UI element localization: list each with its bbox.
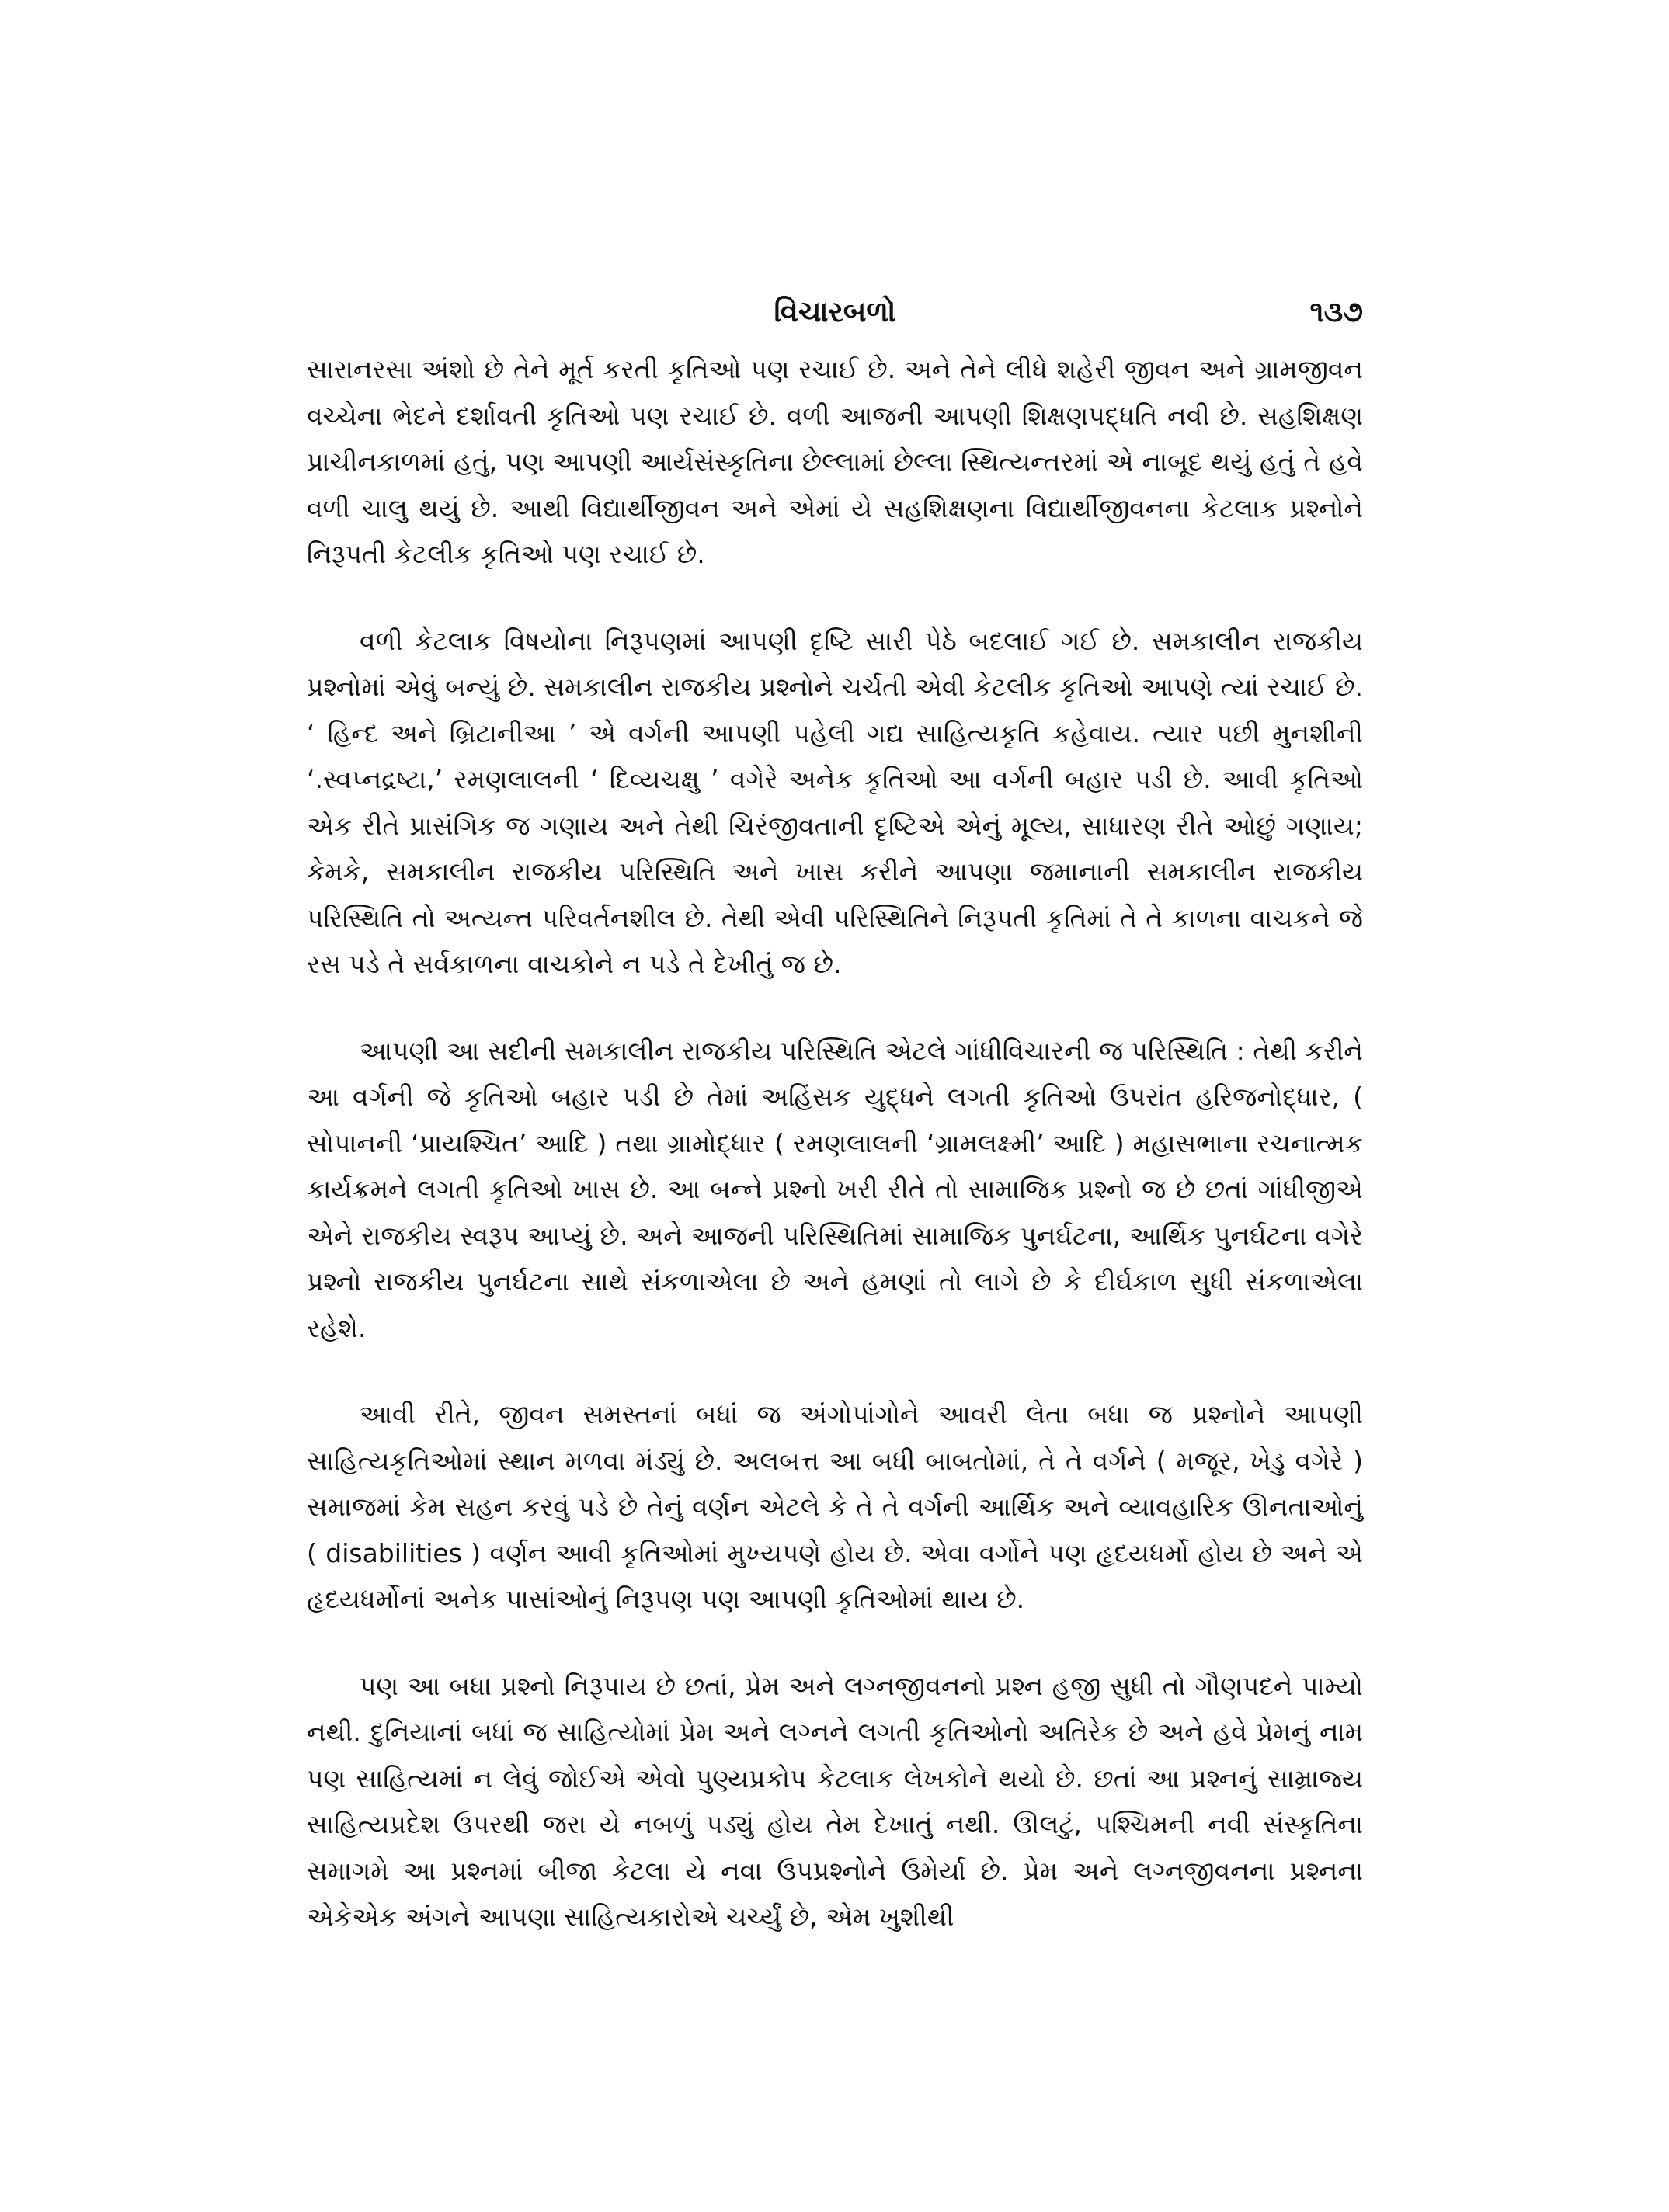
body-text xyxy=(307,346,1363,1940)
paragraph: પણ આ બધા પ્રશ્નો નિરૂપાય છે છતાં, પ્રેમ અને લગ્નજીવનનો પ્રશ્ન હજી સુધી તો ગૌણપદને પામ્યો નથી. દુનિયાનાં બધાં જ સાહિત્યોમાં પ્રેમ અને લગ્નને લગતી કૃતિઓનો અતિરેક છે અને હવે પ્રેમનું નામ પણ સાહિત્યમાં ન લેવું જોઈએ એવો પુણ્યપ્રકોપ કેટલાક લેખકોને થયો છે. છતાં આ પ્રશ્નનું સામ્રાજ્ય સાહિત્યપ્રદેશ ઉપરથી જરા યે નબળું પડ્યું હોય તેમ દેખાતું નથી. ઊલટું, પશ્ચિમની નવી સંસ્કૃતિના સમાગમે આ પ્રશ્નમાં બીજા કેટલા યે નવા ઉપપ્રશ્નોને ઉમેર્યા છે. પ્રેમ અને લગ્નજીવનના પ્રશ્નના એકેએક અંગને આપણા સાહિત્યકારોએ ચર્ચ્યું છે, એમ ખુશીથી xyxy=(307,1670,1363,1932)
running-header xyxy=(307,289,1363,335)
paragraph: વળી કેટલાક વિષયોના નિરૂપણમાં આપણી દૃષ્ટિ સારી પેઠે બદલાઈ ગઈ છે. સમકાલીન રાજકીય પ્રશ્નોમાં એવું બન્યું છે. સમકાલીન રાજકીય પ્રશ્નોને ચર્ચતી એવી કેટલીક કૃતિઓ આપણે ત્યાં રચાઈ છે. ‘ હિન્દ અને બ્રિટાનીઆ ’ એ વર્ગની આપણી પહેલી ગદ્ય સાહિત્યકૃતિ કહેવાય. ત્યાર પછી મુનશીની ‘.સ્વપ્નદ્રષ્ટા,’ રમણલાલની ‘ દિવ્યચક્ષુ ’ વગેરે અનેક કૃતિઓ આ વર્ગની બહાર પડી છે. આવી કૃતિઓ એક રીતે પ્રાસંગિક જ ગણાય અને તેથી ચિરંજીવતાની દૃષ્ટિએ એનું મૂલ્ય, સાધારણ રીતે ઓછું ગણાય; કેમકે, સમકાલીન રાજકીય પરિસ્થિતિ અને ખાસ કરીને આપણા જમાનાની સમકાલીન રાજકીય પરિસ્થિતિ તો અત્યન્ત પરિવર્તનશીલ છે. તેથી એવી પરિસ્થિતિને નિરૂપતી કૃતિમાં તે તે કાળના વાચકને જે રસ પડે તે સર્વકાળના વાચકોને ન પડે તે દેખીતું જ છે. xyxy=(307,625,1363,979)
paragraph: આવી રીતે, જીવન સમસ્તનાં બધાં જ અંગોપાંગોને આવરી લેતા બધા જ પ્રશ્નોને આપણી સાહિત્યકૃતિઓમાં સ્થાન મળવા મંડ્યું છે. અલબત્ત આ બધી બાબતોમાં, તે તે વર્ગને ( મજૂર, ખેડુ વગેરે ) સમાજમાં કેમ સહન કરવું પડે છે તેનું વર્ણન એટલે કે તે તે વર્ગની આર્થિક અને વ્યાવહારિક ઊનતાઓનું ( disabilities ) વર્ણન આવી કૃતિઓમાં મુખ્યપણે હોય છે. એવા વર્ગોને પણ હૃદયધર્મો હોય છે અને એ હૃદયધર્મોનાં અનેક પાસાંઓનું નિરૂપણ પણ આપણી કૃતિઓમાં થાય છે. xyxy=(307,1399,1363,1614)
page-number: ૧૩૭ xyxy=(1309,295,1363,328)
running-title: વિચારબળો xyxy=(774,295,896,328)
paragraph: આપણી આ સદીની સમકાલીન રાજકીય પરિસ્થિતિ એટલે ગાંધીવિચારની જ પરિસ્થિતિ : તેથી કરીને આ વર્ગની જે કૃતિઓ બહાર પડી છે તેમાં અહિંસક યુદ્ધને લગતી કૃતિઓ ઉપરાંત હરિજનોદ્ધાર, ( સોપાનની ‘પ્રાયશ્ચિત’ આદિ ) તથા ગ્રામોદ્ધાર ( રમણલાલની ‘ગ્રામલક્ષ્મી’ આદિ ) મહાસભાના રચનાત્મક કાર્યક્રમને લગતી કૃતિઓ ખાસ છે. આ બન્ને પ્રશ્નો ખરી રીતે તો સામાજિક પ્રશ્નો જ છે છતાં ગાંધીજીએ એને રાજકીય સ્વરૂપ આપ્યું છે. અને આજની પરિસ્થિતિમાં સામાજિક પુનર્ઘટના, આર્થિક પુનર્ઘટના વગેરે પ્રશ્નો રાજકીય પુનર્ઘટના સાથે સંકળાએલા છે અને હમણાં તો લાગે છે કે દીર્ઘકાળ સુધી સંકળાએલા રહેશે. xyxy=(307,1035,1363,1343)
paragraph-continued: સારાનરસા અંશો છે તેને મૂર્ત કરતી કૃતિઓ પણ રચાઈ છે. અને તેને લીધે શહેરી જીવન અને ગ્રામજીવન વચ્ચેના ભેદને દર્શાવતી કૃતિઓ પણ રચાઈ છે. વળી આજની આપણી શિક્ષણપદ્ધતિ નવી છે. સહશિક્ષણ પ્રાચીનકાળમાં હતું, પણ આપણી આર્યસંસ્કૃતિના છેલ્લામાં છેલ્લા સ્થિત્યન્તરમાં એ નાબૂદ થયું હતું તે હવે વળી ચાલુ થયું છે. આથી વિદ્યાર્થીજીવન અને એમાં યે સહશિક્ષણના વિદ્યાર્થીજીવનના કેટલાક પ્રશ્નોને નિરૂપતી કેટલીક કૃતિઓ પણ રચાઈ છે. xyxy=(307,354,1363,569)
